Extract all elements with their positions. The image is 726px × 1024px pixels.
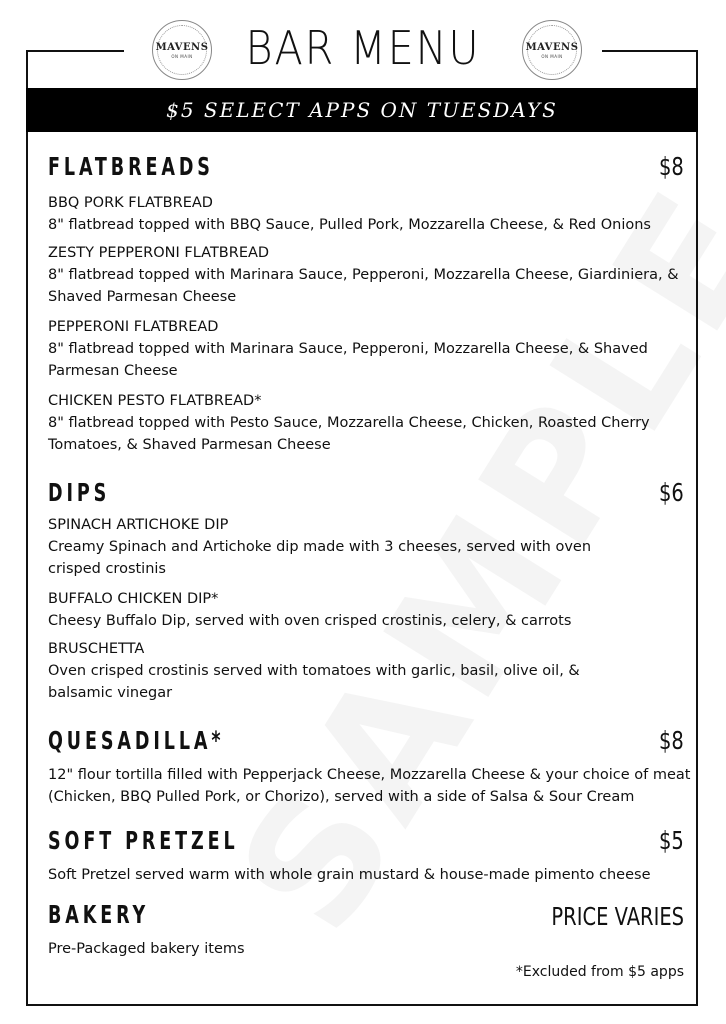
page-title: BAR MENU (245, 21, 481, 75)
section-title-flatbreads: FLATBREADS (48, 152, 214, 181)
logo-name: MAVENS (525, 41, 579, 53)
item-desc: 8" flatbread topped with Pesto Sauce, Mozzarella Cheese, Chicken, Roasted Cherry Tomatoes, & Shaved Parmesan Cheese (48, 415, 650, 453)
mavens-logo-right (522, 20, 582, 80)
item-desc: Soft Pretzel served warm with whole grain mustard & house-made pimento cheese (48, 867, 651, 883)
item-desc: 12" flour tortilla filled with Pepperjack Cheese, Mozzarella Cheese & your choice of meat (Chicken, BBQ Pulled Pork, or Chorizo), served with a side of Salsa & Sour Cream (48, 767, 691, 805)
price-bakery: PRICE VARIES (551, 902, 684, 931)
item-desc: Oven crisped crostinis served with tomatoes with garlic, basil, olive oil, & balsamic vinegar (48, 663, 580, 701)
item-desc: 8" flatbread topped with Marinara Sauce, Pepperoni, Mozzarella Cheese, & Shaved Parmesan Cheese (48, 341, 648, 379)
item-desc: 8" flatbread topped with BBQ Sauce, Pulled Pork, Mozzarella Cheese, & Red Onions (48, 217, 651, 233)
item-name: PEPPERONI FLATBREAD (48, 319, 219, 335)
item-name: ZESTY PEPPERONI FLATBREAD (48, 245, 270, 261)
promo-banner-text: $5 SELECT APPS ON TUESDAYS (166, 98, 558, 122)
section-title-dips: DIPS (48, 478, 111, 507)
footnote: *Excluded from $5 apps (515, 964, 684, 980)
item-name: BRUSCHETTA (48, 641, 145, 657)
item-desc: Creamy Spinach and Artichoke dip made with 3 cheeses, served with oven crisped crostinis (48, 539, 592, 577)
logo-name: MAVENS (155, 41, 209, 53)
item-name: BBQ PORK FLATBREAD (48, 195, 213, 211)
section-title-pretzel: SOFT PRETZEL (48, 826, 239, 855)
price-dips: $6 (659, 478, 684, 507)
item-name: SPINACH ARTICHOKE DIP (48, 517, 229, 533)
item-name: BUFFALO CHICKEN DIP* (48, 591, 219, 607)
price-quesadilla: $8 (659, 726, 684, 755)
item-name: CHICKEN PESTO FLATBREAD* (48, 393, 262, 409)
promo-banner (26, 88, 698, 132)
logo-sub: ON MAIN (541, 53, 563, 59)
price-flatbreads: $8 (659, 152, 684, 181)
item-desc: Pre-Packaged bakery items (48, 941, 245, 957)
section-title-quesadilla: QUESADILLA* (48, 726, 225, 755)
item-desc: 8" flatbread topped with Marinara Sauce, Pepperoni, Mozzarella Cheese, Giardiniera, & Shaved Parmesan Cheese (48, 267, 679, 305)
mavens-logo-left (152, 20, 212, 80)
logo-sub: ON MAIN (171, 53, 193, 59)
item-desc: Cheesy Buffalo Dip, served with oven crisped crostinis, celery, & carrots (48, 613, 572, 629)
section-title-bakery: BAKERY (48, 900, 150, 929)
price-pretzel: $5 (659, 826, 684, 855)
